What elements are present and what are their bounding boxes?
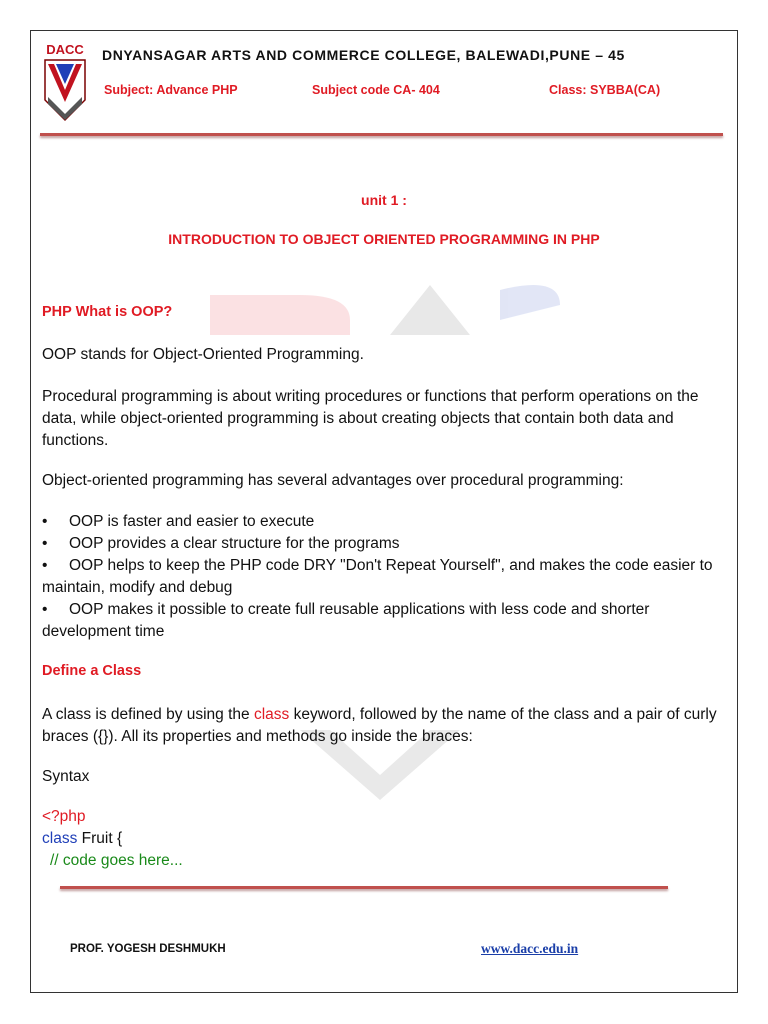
unit-title: unit 1 : [361, 192, 407, 208]
paragraph-oop-definition: OOP stands for Object-Oriented Programming. [42, 346, 364, 363]
advantages-list [42, 511, 732, 643]
list-item: • OOP is faster and easier to execute [42, 511, 732, 533]
bullet-dot: • [42, 535, 48, 552]
bullet-dot: • [42, 557, 48, 574]
code-line-php-open: <?php [42, 808, 86, 825]
paragraph-procedural: Procedural programming is about writing procedures or functions that perform operations on the data, while object-oriented programming is about creating objects that contain both data and functions. [42, 388, 699, 449]
section-heading-oop: PHP What is OOP? [42, 304, 173, 320]
chapter-title: INTRODUCTION TO OBJECT ORIENTED PROGRAMMING IN PHP [168, 231, 600, 247]
subject-code-label: Subject code CA- 404 [312, 83, 440, 97]
website-link[interactable]: www.dacc.edu.in [481, 941, 579, 956]
paragraph-advantages: Object-oriented programming has several advantages over procedural programming: [42, 472, 624, 489]
class-keyword: class [253, 706, 290, 723]
code-block [42, 806, 732, 872]
author-name: PROF. YOGESH DESHMUKH [70, 943, 226, 955]
paragraph-class-definition: A class is defined by using the class keyword, followed by the name of the class and a pair of curly braces ({}). All its properties and methods go inside the braces: [42, 706, 717, 745]
footer-divider [60, 886, 668, 889]
list-item: • OOP helps to keep the PHP code DRY "Don't Repeat Yourself", and makes the code easier to maintain, modify and debug [42, 557, 713, 596]
syntax-label: Syntax [42, 768, 90, 785]
subject-label: Subject: Advance PHP [104, 83, 238, 97]
class-label: Class: SYBBA(CA) [549, 83, 661, 97]
bullet-dot: • [42, 513, 48, 530]
college-name: DNYANSAGAR ARTS AND COMMERCE COLLEGE, BALEWADI,PUNE – 45 [102, 47, 625, 63]
code-line-comment: // code goes here... [50, 852, 183, 869]
section-heading-class: Define a Class [42, 663, 142, 679]
code-keyword: class [42, 830, 78, 847]
bullet-dot: • [42, 601, 48, 618]
logo-text: DACC [46, 42, 84, 57]
list-item: • OOP makes it possible to create full reusable applications with less code and shorter development time [42, 601, 650, 640]
code-line-class: class Fruit { [42, 830, 123, 847]
header-divider [40, 133, 723, 136]
list-item: • OOP provides a clear structure for the programs [42, 533, 732, 555]
